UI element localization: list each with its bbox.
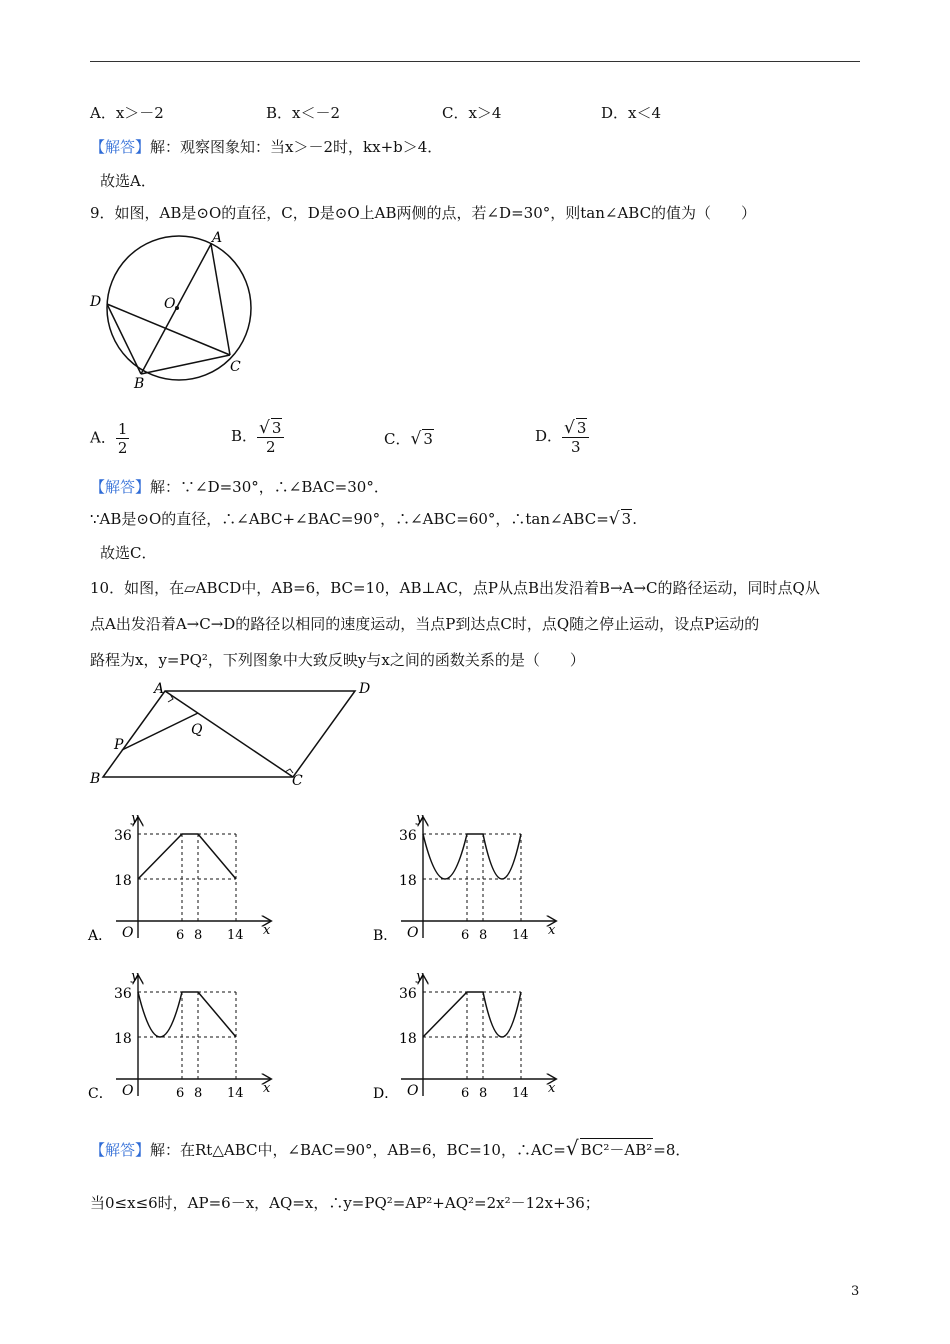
- y-label: y: [416, 811, 424, 826]
- label-c: C: [292, 773, 303, 789]
- tick-6: 6: [176, 1086, 185, 1101]
- q8-option-d: D．x＜4: [601, 104, 662, 122]
- label-c: C: [230, 359, 241, 375]
- graph-a: [86, 808, 286, 948]
- tick-18: 18: [399, 1031, 417, 1047]
- y-label: y: [416, 969, 424, 984]
- tick-14: 14: [512, 1086, 529, 1101]
- label-o: O: [164, 296, 176, 312]
- tick-6: 6: [461, 928, 470, 943]
- header-rule: [90, 61, 860, 62]
- tick-36: 36: [114, 828, 132, 844]
- q8-conclusion: 故选A．: [100, 172, 156, 190]
- graph-c-curve: [138, 992, 236, 1037]
- tick-14: 14: [227, 1086, 244, 1101]
- graph-b: [371, 808, 571, 948]
- tick-14: 14: [227, 928, 244, 943]
- graph-d: [371, 966, 571, 1106]
- q10-answer-2: 当0≤x≤6时，AP=6－x，AQ=x，∴y=PQ²=AP²+AQ²=2x²－12x+36；: [90, 1194, 600, 1212]
- segment-ac: [211, 244, 230, 355]
- tick-18: 18: [399, 873, 417, 889]
- q9-answer-2: ∵AB是⊙O的直径，∴∠ABC+∠BAC=90°，∴∠ABC=60°，∴tan∠ABC=√ 3.: [90, 509, 637, 529]
- q8-answer-text: 解：观察图象知：当x＞－2时，kx+b＞4．: [150, 138, 443, 156]
- tick-8: 8: [194, 1086, 203, 1101]
- q10-parallelogram-figure: [86, 676, 386, 792]
- tick-36: 36: [399, 986, 417, 1002]
- graph-c-label: C．: [88, 1086, 113, 1102]
- origin: O: [407, 1083, 419, 1099]
- origin: O: [407, 925, 419, 941]
- origin: O: [122, 925, 134, 941]
- diagonal-ac: [165, 691, 293, 777]
- x-label: x: [263, 923, 271, 938]
- q9-option-b: B． $\frac{√ 3}{2}$: [231, 418, 284, 456]
- x-label: x: [263, 1081, 271, 1096]
- label-b: B: [90, 771, 101, 787]
- graph-c: [86, 966, 286, 1106]
- graph-d-curve: [423, 992, 521, 1037]
- tick-36: 36: [114, 986, 132, 1002]
- q10-stem-3: 路程为x，y=PQ²，下列图象中大致反映y与x之间的函数关系的是（ ）: [90, 651, 585, 669]
- graph-b-curve: [423, 834, 521, 879]
- segment-bc: [141, 355, 230, 374]
- tick-14: 14: [512, 928, 529, 943]
- center-o: [175, 306, 179, 310]
- graph-a-curve: [138, 834, 236, 879]
- x-label: x: [548, 1081, 556, 1096]
- q9-option-a: A． $\frac{1}{2}$: [90, 420, 128, 457]
- tick-6: 6: [461, 1086, 470, 1101]
- x-label: x: [548, 923, 556, 938]
- tick-6: 6: [176, 928, 185, 943]
- label-b: B: [134, 376, 145, 392]
- tick-8: 8: [479, 1086, 488, 1101]
- tick-36: 36: [399, 828, 417, 844]
- q9-stem: 9．如图，AB是⊙O的直径，C，D是⊙O上AB两侧的点，若∠D=30°，则tan∠ABC的值为（ ）: [90, 204, 757, 222]
- y-label: y: [131, 969, 139, 984]
- q8-option-a: A．x＞－2: [90, 104, 164, 122]
- label-a: A: [212, 230, 223, 246]
- origin: O: [122, 1083, 134, 1099]
- q9-option-c: C．√ 3: [384, 429, 433, 449]
- graph-a-label: A．: [88, 928, 113, 944]
- label-a: A: [154, 681, 165, 697]
- q9-conclusion: 故选C．: [100, 544, 157, 562]
- label-d: D: [90, 294, 102, 310]
- segment-db: [107, 304, 141, 374]
- label-q: Q: [191, 722, 203, 738]
- tick-18: 18: [114, 873, 132, 889]
- label-p: P: [114, 737, 124, 753]
- q8-option-b: B．x＜－2: [266, 104, 341, 122]
- q8-option-c: C．x＞4: [442, 104, 502, 122]
- q9-circle-figure: [86, 228, 261, 398]
- tick-8: 8: [479, 928, 488, 943]
- q10-answer-1: 【解答】解：在Rt△ABC中，∠BAC=90°，AB=6，BC=10，∴AC=√ BC²－AB²=8．: [90, 1136, 691, 1160]
- q8-answer: [90, 136, 442, 157]
- answer-tag: 【解答】: [90, 138, 151, 156]
- tick-18: 18: [114, 1031, 132, 1047]
- y-label: y: [131, 811, 139, 826]
- label-d: D: [359, 681, 371, 697]
- q10-stem-2: 点A出发沿着A→C→D的路径以相同的速度运动，当点P到达点C时，点Q随之停止运动，设点P运动的: [90, 615, 760, 633]
- tick-8: 8: [194, 928, 203, 943]
- q10-stem-1: 10．如图，在▱ABCD中，AB=6，BC=10，AB⊥AC，点P从点B出发沿着B→A→C的路径运动，同时点Q从: [90, 579, 820, 597]
- graph-d-label: D．: [373, 1086, 399, 1102]
- q9-option-d: D． $\frac{√ 3}{3}$: [535, 418, 589, 456]
- segment-pq: [122, 713, 198, 750]
- graph-b-label: B．: [373, 928, 398, 944]
- q9-answer-1: 【解答】解：∵∠D=30°，∴∠BAC=30°．: [90, 478, 389, 496]
- page-number: 3: [851, 1284, 860, 1299]
